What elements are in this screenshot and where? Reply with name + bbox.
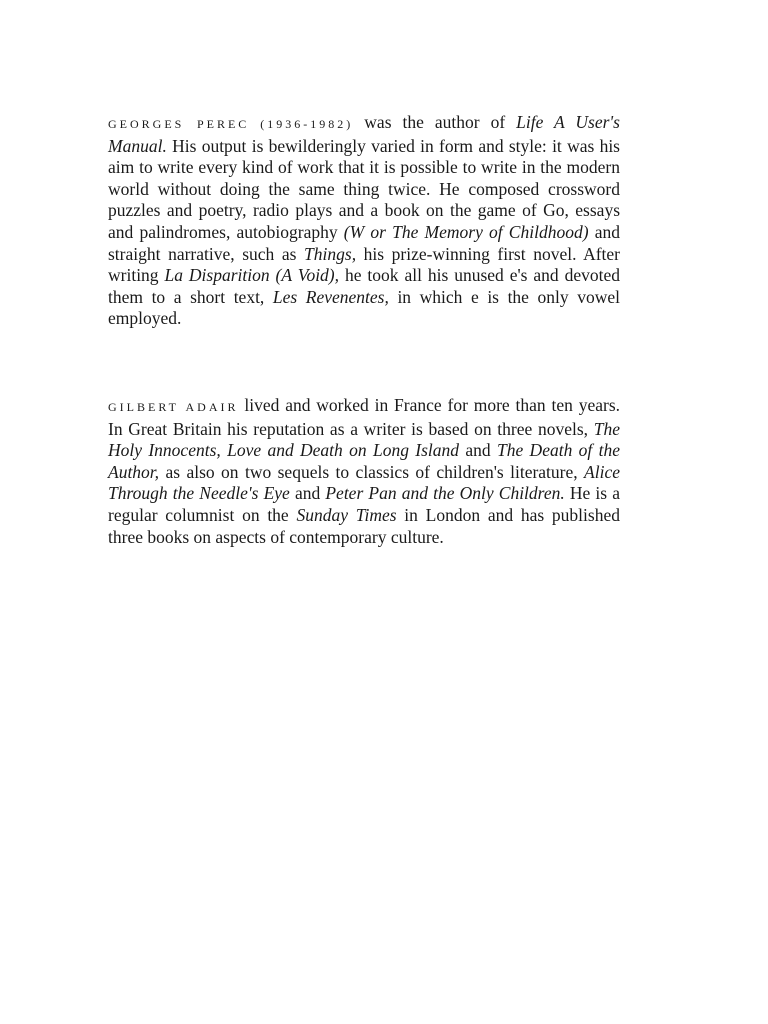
book-title: Things, — [304, 243, 357, 264]
book-title: Peter Pan and the Only Children. — [325, 483, 565, 504]
bio-text: and — [289, 483, 326, 504]
book-title: Alice Through the Needle's Eye — [108, 461, 620, 504]
bio-gilbert-adair — [108, 395, 620, 548]
bio-georges-perec — [108, 112, 620, 330]
bio-text: was the author of — [353, 112, 517, 132]
bio-text: in London and has published three books on aspects of contemporary culture. — [108, 504, 620, 547]
author-dates-perec: (1936-1982) — [260, 117, 354, 131]
book-title: Life A User's Manual. — [108, 112, 620, 156]
bio-text: his prize-winning first novel. After writing — [108, 243, 620, 286]
bio-text: His output is bewilderingly varied in form and style: it was his aim to write every kind of work that it is possible to write in the modern world without doing the same thing twice. He composed crossword puzzles and poetry, radio plays and a book on the game of Go, essays and palindromes, autobiography — [108, 135, 620, 242]
book-title: La Disparition (A Void), — [164, 265, 340, 286]
bio-text: he took all his unused e's and devoted them to a short text, — [108, 265, 620, 307]
bio-text: He is a regular columnist on the — [108, 483, 620, 525]
author-name-perec: GEORGES PEREC — [108, 117, 250, 131]
bio-text: and straight narrative, such as — [108, 221, 620, 264]
book-title: The Holy Innocents, Love and Death on Long Island — [108, 418, 620, 461]
bio-text: in which e is the only vowel employed. — [108, 286, 620, 329]
bio-text: and — [459, 440, 497, 461]
bio-text: as also on two sequels to classics of children's literature, — [159, 461, 585, 482]
newspaper-title: Sunday Times — [296, 504, 397, 525]
bio-text: lived and worked in France for more than ten years. In Great Britain his reputation as a writer is based on three novels, — [108, 395, 621, 439]
author-name-adair: GILBERT ADAIR — [108, 400, 239, 414]
book-title: (W or The Memory of Childhood) — [343, 221, 589, 242]
book-title: The Death of the Author, — [108, 440, 620, 482]
book-title: Les Revenentes, — [272, 286, 389, 307]
